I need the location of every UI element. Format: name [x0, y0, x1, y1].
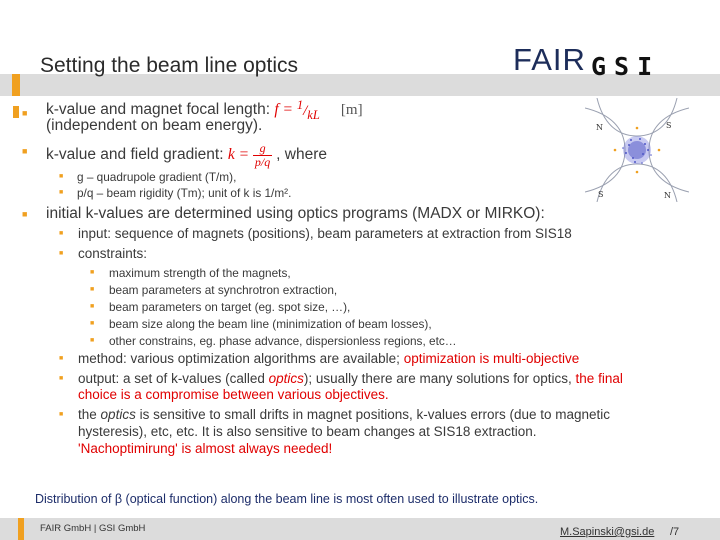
bullet-icon: ■: [90, 303, 95, 310]
sensitivity-text: the: [78, 407, 97, 422]
pole-label-n: N: [664, 191, 671, 200]
gsi-logo-text: GSI: [591, 52, 661, 81]
fair-logo-text: FAIR: [513, 42, 586, 77]
bullet-focal-sub: (independent on beam energy).: [46, 117, 263, 134]
pole-contour: [585, 150, 625, 192]
sensitivity-text: is sensitive to small drifts in magnet positions, k-values errors (due to magnetic: [139, 407, 611, 422]
bullet-icon: ■: [59, 189, 64, 196]
bullet-icon: ■: [90, 269, 95, 276]
bullet-text: k-value and field gradient:: [46, 146, 224, 164]
output-optics-word: optics: [268, 371, 304, 386]
footer-accent: [18, 518, 24, 540]
formula-num: 1: [296, 98, 304, 112]
method-text: method: various optimization algorithms are available;: [78, 351, 400, 366]
formula-den: p/q: [254, 155, 271, 169]
list-item: p/q – beam rigidity (Tm); unit of k is 1/m².: [77, 186, 292, 200]
gradient-formula: [227, 141, 276, 169]
formula-suffix: , where: [276, 146, 327, 164]
page-title: Setting the beam line optics: [40, 54, 298, 77]
list-item: beam parameters on target (eg. spot size, …),: [109, 300, 351, 314]
bullet-icon: ■: [22, 146, 28, 156]
list-item: other constrains, eg. phase advance, dispersionless regions, etc…: [109, 334, 457, 348]
list-item-constraints: constraints:: [78, 246, 148, 261]
pole-label-s: S: [666, 121, 672, 130]
formula-num: g: [253, 142, 272, 156]
pole-label-n: N: [596, 123, 603, 132]
output-text: ); usually there are many solutions for optics,: [303, 371, 572, 386]
list-item: g – quadrupole gradient (T/m),: [77, 170, 237, 184]
bullet-optics-programs: initial k-values are determined using optics programs (MADX or MIRKO):: [46, 205, 545, 222]
bullet-text: k-value and magnet focal length:: [46, 101, 271, 119]
output-highlight-line2: choice is a compromise between various objectives.: [78, 387, 389, 402]
formula-unit: [m]: [340, 102, 363, 119]
bullet-icon: ■: [90, 320, 95, 327]
footer-email-link[interactable]: M.Sapinski@gsi.de: [560, 526, 655, 538]
bullet-icon: ■: [59, 411, 64, 418]
sensitivity-line2: hysteresis), etc, etc. It is also sensitive to beam changes at SIS18 extraction.: [78, 424, 537, 439]
formula-lhs: k =: [227, 146, 250, 164]
pole-label-s: S: [598, 190, 604, 199]
sensitivity-optics-word: optics: [100, 407, 136, 422]
gsi-logo: [591, 52, 660, 81]
focal-length-formula: $f = ^1/_{kL}$: [274, 98, 320, 122]
bullet-icon: ■: [59, 173, 64, 180]
beam-particle-cloud: [622, 136, 652, 164]
bullet-icon: ■: [90, 286, 95, 293]
side-marker: [13, 106, 19, 118]
bullet-icon: ■: [59, 250, 64, 257]
pole-contour: [597, 98, 637, 136]
fair-logo: [513, 42, 586, 78]
quadrupole-field-diagram: [585, 98, 689, 202]
list-item-sensitivity: [78, 407, 610, 422]
output-highlight: the final: [575, 371, 623, 386]
pole-contour: [637, 98, 677, 136]
sensitivity-highlight: 'Nachoptimirung' is almost always needed!: [78, 441, 333, 456]
list-item: maximum strength of the magnets,: [109, 266, 291, 280]
list-item-input: input: sequence of magnets (positions), beam parameters at extraction from SIS18: [78, 226, 572, 241]
formula-den: kL: [307, 108, 320, 122]
figure-caption: Distribution of β (optical function) along the beam line is most often used to illustrate optics.: [35, 492, 539, 506]
list-item: beam parameters at synchrotron extraction,: [109, 283, 338, 297]
pole-contour: [649, 150, 689, 192]
footer-org: FAIR GmbH | GSI GmbH: [40, 523, 146, 534]
bullet-icon: ■: [59, 230, 64, 237]
bullet-icon: ■: [22, 209, 28, 219]
output-text: output: a set of k-values (called: [78, 371, 265, 386]
pole-contour: [637, 164, 677, 202]
page-number: /7: [670, 526, 680, 538]
title-accent: [12, 74, 20, 96]
bullet-icon: ■: [59, 375, 64, 382]
pole-contour: [585, 108, 625, 150]
list-item-output: [78, 371, 623, 386]
bullet-icon: ■: [90, 337, 95, 344]
bullet-icon: ■: [59, 355, 64, 362]
bullet-icon: ■: [22, 108, 28, 118]
method-highlight: optimization is multi-objective: [403, 351, 580, 366]
bullet-field-gradient: [46, 142, 327, 169]
formula-lhs: f =: [274, 101, 293, 119]
list-item-method: [78, 351, 579, 366]
list-item: beam size along the beam line (minimization of beam losses),: [109, 317, 432, 331]
